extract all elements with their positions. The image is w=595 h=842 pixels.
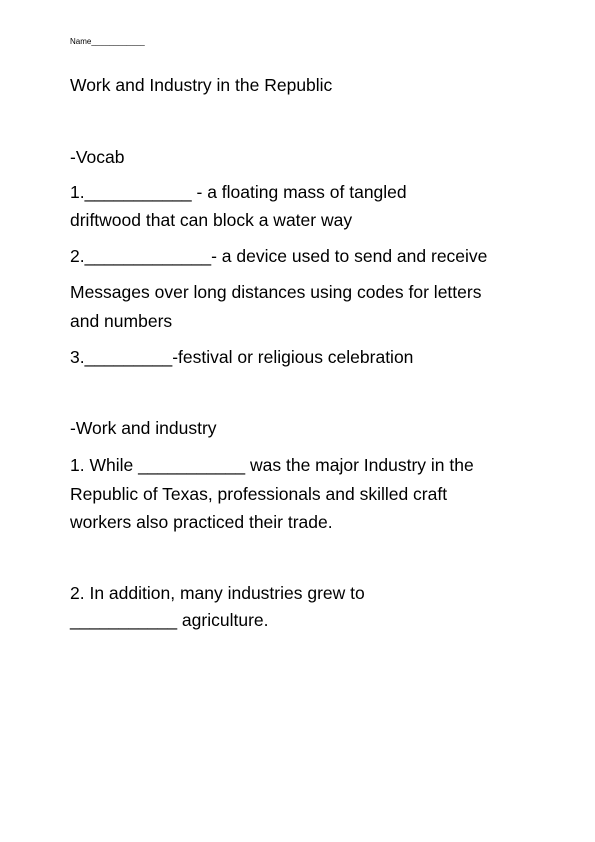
vocab-heading: -Vocab xyxy=(70,147,125,167)
vocab-item-2-line-1: 2._____________- a device used to send and receive xyxy=(70,246,488,266)
vocab-item-1-line-1: 1.___________ - a floating mass of tangled xyxy=(70,182,407,202)
page-title: Work and Industry in the Republic xyxy=(70,75,333,95)
question-1-line-3: workers also practiced their trade. xyxy=(70,512,333,532)
question-1-line-1: 1. While ___________ was the major Industry in the xyxy=(70,455,474,475)
question-2-line-1: 2. In addition, many industries grew to xyxy=(70,583,365,603)
vocab-item-1-line-2: driftwood that can block a water way xyxy=(70,210,353,230)
vocab-item-3: 3._________-festival or religious celebration xyxy=(70,347,414,367)
name-field-label: Name____________ xyxy=(70,37,145,46)
vocab-item-2-line-3: and numbers xyxy=(70,311,173,331)
question-2-line-2: ___________ agriculture. xyxy=(70,610,269,630)
work-industry-heading: -Work and industry xyxy=(70,418,217,438)
question-1-line-2: Republic of Texas, professionals and skilled craft xyxy=(70,484,448,504)
vocab-item-2-line-2: Messages over long distances using codes for letters xyxy=(70,282,482,302)
